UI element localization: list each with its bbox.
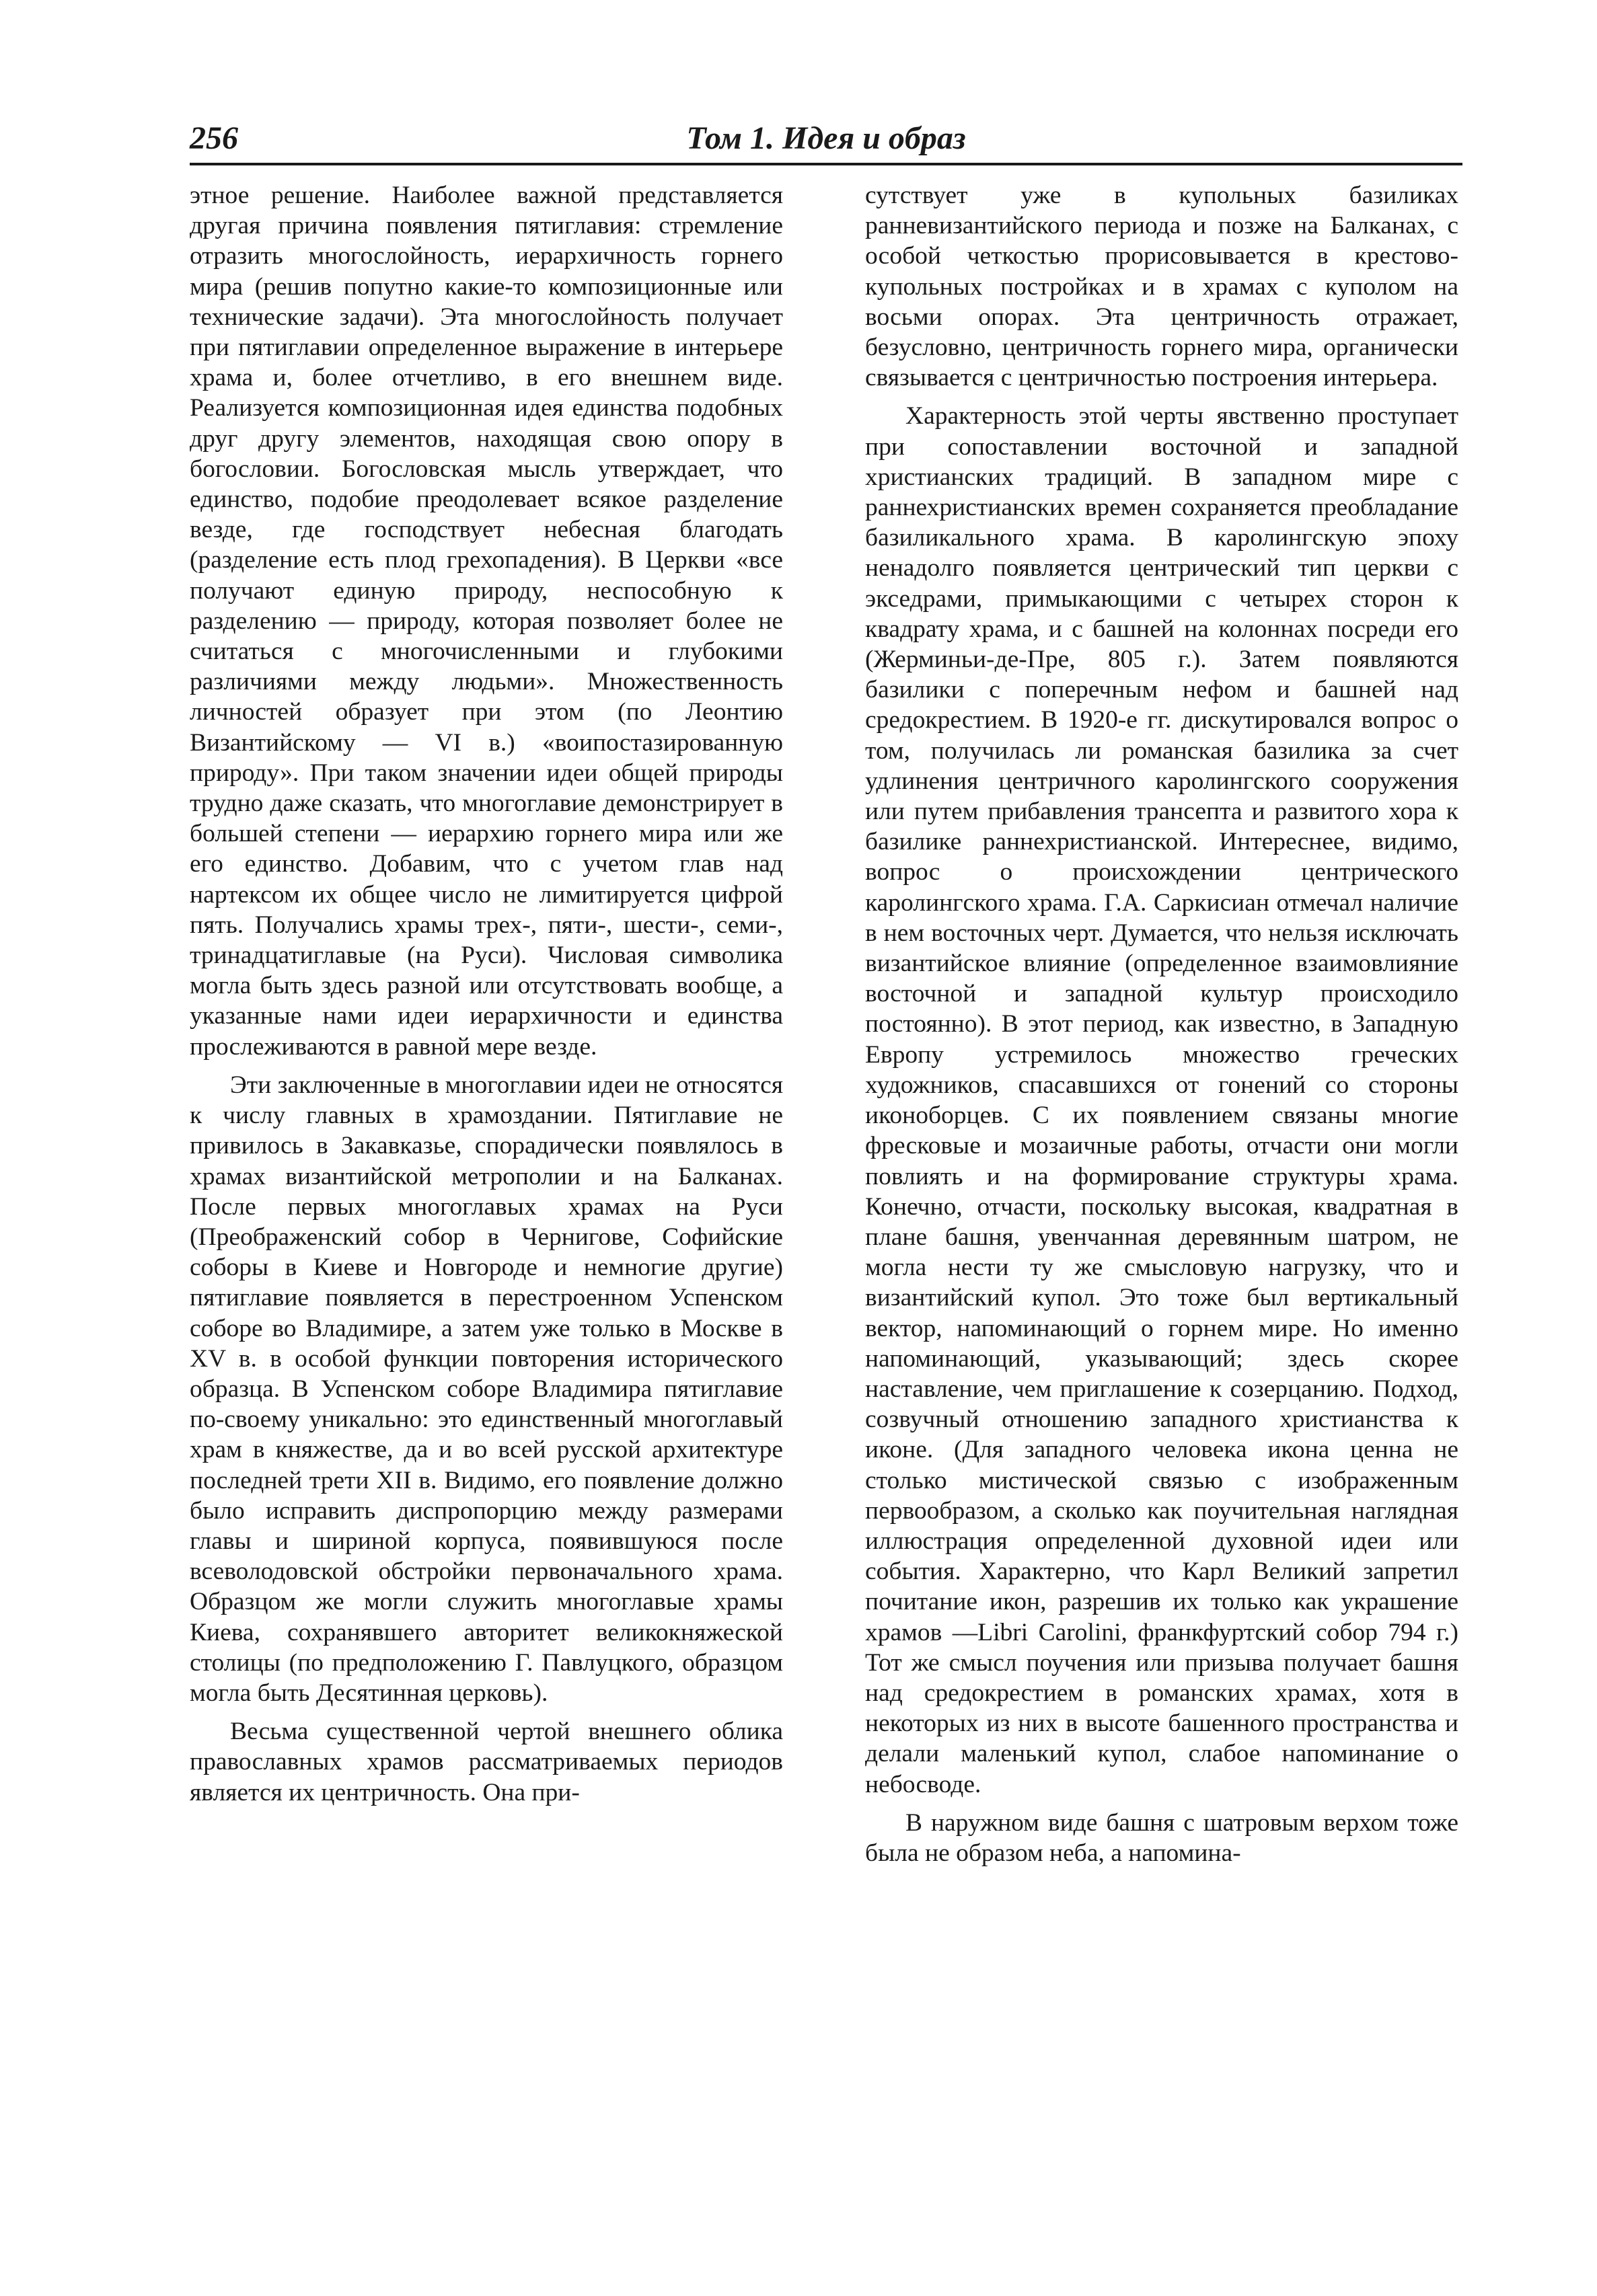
right-paragraph-2: Характерность этой черты явственно проступает при сопоставлении восточной и западной христианских традиций. В западном мире с раннехристианских времен сохраняется преобладание базиликального храма. В каролингскую эпоху ненадолго появляется центрический тип церкви с экседрами, примыкающими с четырех сторон к квадрату храма, и с башней на колоннах посреди его (Жерминьи-де-Пре, 805 г.). Затем появляются базилики с поперечным нефом и башней над средокрестием. В 1920-е гг. дискутировался вопрос о том, получилась ли романская базилика за счет удлинения центричного каролингского сооружения или путем прибавления трансепта и развитого хора к базилике раннехристианской. Интереснее, видимо, вопрос о происхождении центрического каролингского храма. Г.А. Саркисиан отмечал наличие в нем восточных черт. Думается, что нельзя исключать византийское влияние (определенное взаимовлияние восточной и западной культур происходило постоянно). В этот период, как известно, в Западную Европу устремилось множество греческих художников, спасавшихся от гонений со стороны иконоборцев. С их появлением связаны многие фресковые и мозаичные работы, отчасти они могли повлиять и на формирование структуры храма. Конечно, отчасти, поскольку высокая, квадратная в плане башня, увенчанная деревянным шатром, не могла нести ту же смысловую нагрузку, что и византийский купол. Это тоже был вертикальный вектор, напоминающий о горнем мире. Но именно напоминающий, указывающий; здесь скорее наставление, чем приглашение к созерцанию. Подход, созвучный отношению западного христианства к иконе. (Для западного человека икона ценна не столько мистической связью с изображенным первообразом, а сколько как поучительная наглядная иллюстрация определенной духовной идеи или события. Характерно, что Карл Великий запретил почитание икон, разрешив их только как украшение храмов —Libri Carolini, франкфуртский собор 794 г.) Тот же смысл поучения или призыва получает башня над средокрестием в романских храмах, хотя в некоторых из них в высоте башенного пространства и делали маленький купол, слабое напоминание о небосводе.: [865, 402, 1458, 1798]
page-number: 256: [190, 120, 238, 156]
running-title: Том 1. Идея и образ: [686, 120, 966, 156]
left-paragraph-3: Весьма существенной чертой внешнего облика православных храмов рассматриваемых периодов является их центричность. Она при-: [190, 1718, 783, 1806]
right-paragraph-1: сутствует уже в купольных базиликах ранневизантийского периода и позже на Балканах, с особой четкостью прорисовывается в крестово-купольных постройках и в храмах с куполом на восьми опорах. Эта центричность отражает, безусловно, центричность горнего мира, органически связывается с центричностью построения интерьера.: [865, 182, 1458, 392]
right-column: [865, 180, 1458, 1868]
left-column: [190, 180, 783, 1808]
left-paragraph-2: Эти заключенные в многоглавии идеи не относятся к числу главных в храмоздании. Пятиглавие не привилось в Закавказье, спорадически появлялось в храмах византийской метрополии и на Балканах. После первых многоглавых храмах на Руси (Преображенский собор в Чернигове, Софийские соборы в Киеве и Новгороде и немногие другие) пятиглавие появляется в перестроенном Успенском соборе во Владимире, а затем уже только в Москве в XV в. в особой функции повторения исторического образца. В Успенском соборе Владимира пятиглавие по-своему уникально: это единственный многоглавый храм в княжестве, да и во всей русской архитектуре последней трети XII в. Видимо, его появление должно было исправить диспропорцию между размерами главы и шириной корпуса, появившуюся после всеволодовской обстройки первоначального храма. Образцом же могли служить многоглавые храмы Киева, сохранявшего авторитет великокняжеской столицы (по предположению Г. Павлуцкого, образцом могла быть Десятинная церковь).: [190, 1071, 783, 1707]
page-header: [190, 116, 1462, 165]
right-paragraph-3: В наружном виде башня с шатровым верхом тоже была не образом неба, а напомина-: [865, 1808, 1458, 1867]
left-paragraph-1: этное решение. Наиболее важной представляется другая причина появления пятиглавия: стремление отразить многослойность, иерархичность горнего мира (решив попутно какие-то композиционные или технические задачи). Эта многослойность получает при пятиглавии определенное выражение в интерьере храма и, более отчетливо, в его внешнем виде. Реализуется композиционная идея единства подобных друг другу элементов, находящая свою опору в богословии. Богословская мысль утверждает, что единство, подобие преодолевает всякое разделение везде, где господствует небесная благодать (разделение есть плод грехопадения). В Церкви «все получают единую природу, неспособную к разделению — природу, которая позволяет более не считаться с многочисленными и глубокими различиями между людьми». Множественность личностей образует при этом (по Леонтию Византийскому — VI в.) «воипостазированную природу». При таком значении идеи общей природы трудно даже сказать, что многоглавие демонстрирует в большей степени — иерархию горнего мира или же его единство. Добавим, что с учетом глав над нартексом их общее число не лимитируется цифрой пять. Получались храмы трех-, пяти-, шести-, семи-, тринадцатиглавые (на Руси). Числовая символика могла быть здесь разной или отсутствовать вообще, а указанные нами идеи иерархичности и единства прослеживаются в равной мере везде.: [190, 182, 783, 1061]
